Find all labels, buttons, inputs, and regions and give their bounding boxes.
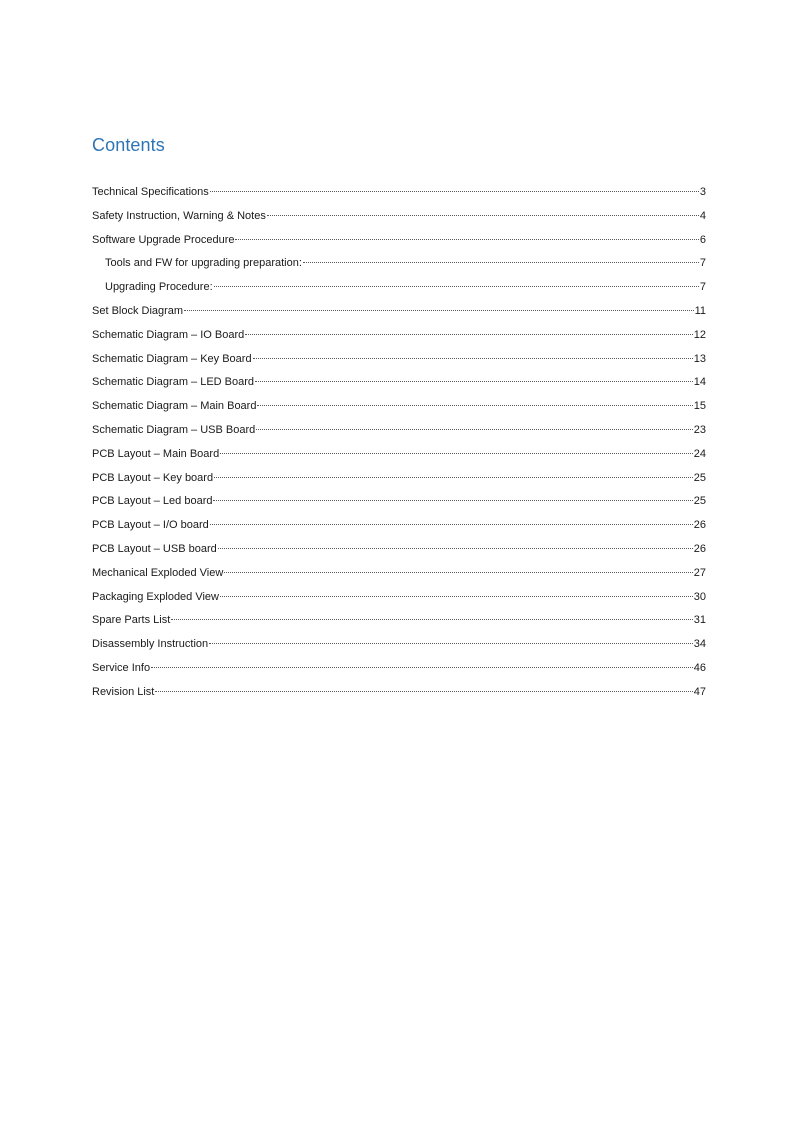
toc-entry-title[interactable]: Schematic Diagram – LED Board [92, 376, 255, 389]
toc-entry-page-number[interactable]: 14 [693, 376, 706, 389]
toc-entry-title[interactable]: Packaging Exploded View [92, 590, 219, 603]
toc-dot-leader [255, 381, 693, 382]
toc-entry-page-number[interactable]: 4 [699, 209, 706, 222]
toc-entry-page-number[interactable]: 34 [693, 638, 706, 651]
toc-entry-page-number[interactable]: 12 [693, 328, 706, 341]
toc-entry-page-number[interactable]: 13 [693, 352, 706, 365]
toc-entry[interactable] [92, 255, 706, 279]
toc-entry-page-number[interactable]: 46 [693, 661, 706, 674]
toc-dot-leader [220, 596, 693, 597]
toc-entry[interactable] [92, 493, 706, 517]
toc-dot-leader [303, 262, 699, 263]
toc-entry-title[interactable]: Schematic Diagram – USB Board [92, 423, 256, 436]
toc-entry-title[interactable]: Spare Parts List [92, 614, 171, 627]
toc-entry-title[interactable]: Schematic Diagram – Key Board [92, 352, 252, 365]
toc-entry-title[interactable]: Software Upgrade Procedure [92, 233, 235, 246]
toc-entry[interactable] [92, 351, 706, 375]
toc-dot-leader [220, 453, 693, 454]
toc-dot-leader [253, 358, 693, 359]
toc-entry[interactable] [92, 636, 706, 660]
toc-entry-page-number[interactable]: 31 [693, 614, 706, 627]
table-of-contents [92, 184, 706, 708]
toc-dot-leader [214, 286, 699, 287]
toc-entry-page-number[interactable]: 24 [693, 447, 706, 460]
toc-entry[interactable] [92, 327, 706, 351]
toc-dot-leader [210, 524, 693, 525]
toc-entry[interactable] [92, 446, 706, 470]
toc-dot-leader [171, 619, 692, 620]
toc-dot-leader [267, 215, 699, 216]
toc-entry-title[interactable]: Tools and FW for upgrading preparation: [105, 257, 302, 270]
toc-entry-title[interactable]: Revision List [92, 685, 155, 698]
toc-entry-page-number[interactable]: 7 [699, 281, 706, 294]
toc-entry-page-number[interactable]: 3 [699, 186, 706, 198]
toc-dot-leader [218, 548, 693, 549]
toc-entry[interactable] [92, 422, 706, 446]
toc-entry[interactable] [92, 232, 706, 256]
toc-entry[interactable] [92, 398, 706, 422]
toc-entry-title[interactable]: Technical Specifications [92, 186, 209, 198]
toc-entry-title[interactable]: PCB Layout – I/O board [92, 519, 209, 532]
toc-entry-title[interactable]: Upgrading Procedure: [105, 281, 213, 294]
toc-dot-leader [155, 691, 692, 692]
toc-entry[interactable] [92, 684, 706, 708]
toc-entry-page-number[interactable]: 6 [699, 233, 706, 246]
toc-entry-title[interactable]: PCB Layout – Key board [92, 471, 214, 484]
toc-entry-title[interactable]: Mechanical Exploded View [92, 566, 224, 579]
toc-entry-title[interactable]: Service Info [92, 661, 151, 674]
toc-dot-leader [213, 500, 692, 501]
toc-entry-title[interactable]: PCB Layout – USB board [92, 542, 217, 555]
toc-dot-leader [235, 239, 698, 240]
toc-entry[interactable] [92, 184, 706, 208]
toc-entry[interactable] [92, 303, 706, 327]
toc-entry-title[interactable]: PCB Layout – Main Board [92, 447, 220, 460]
toc-entry-page-number[interactable]: 25 [693, 471, 706, 484]
toc-entry-page-number[interactable]: 30 [693, 590, 706, 603]
toc-dot-leader [184, 310, 693, 311]
toc-entry[interactable] [92, 279, 706, 303]
toc-dot-leader [209, 643, 693, 644]
toc-entry-title[interactable]: PCB Layout – Led board [92, 495, 213, 508]
toc-dot-leader [256, 429, 693, 430]
toc-entry-page-number[interactable]: 23 [693, 423, 706, 436]
toc-entry-page-number[interactable]: 11 [694, 304, 706, 317]
toc-entry[interactable] [92, 208, 706, 232]
toc-entry[interactable] [92, 589, 706, 613]
toc-entry-title[interactable]: Schematic Diagram – IO Board [92, 328, 245, 341]
toc-entry-title[interactable]: Set Block Diagram [92, 304, 184, 317]
toc-entry[interactable] [92, 374, 706, 398]
toc-dot-leader [257, 405, 692, 406]
toc-entry[interactable] [92, 517, 706, 541]
toc-dot-leader [224, 572, 692, 573]
toc-entry-page-number[interactable]: 15 [693, 400, 706, 413]
toc-dot-leader [245, 334, 693, 335]
toc-entry[interactable] [92, 470, 706, 494]
toc-entry-page-number[interactable]: 25 [693, 495, 706, 508]
toc-entry[interactable] [92, 660, 706, 684]
toc-entry-page-number[interactable]: 26 [693, 542, 706, 555]
toc-dot-leader [151, 667, 693, 668]
toc-entry-page-number[interactable]: 7 [699, 257, 706, 270]
toc-dot-leader [214, 477, 693, 478]
toc-entry-page-number[interactable]: 47 [693, 685, 706, 698]
toc-entry-title[interactable]: Disassembly Instruction [92, 638, 209, 651]
toc-entry-title[interactable]: Schematic Diagram – Main Board [92, 400, 257, 413]
toc-entry-page-number[interactable]: 27 [693, 566, 706, 579]
toc-entry[interactable] [92, 612, 706, 636]
toc-entry-page-number[interactable]: 26 [693, 519, 706, 532]
toc-entry-title[interactable]: Safety Instruction, Warning & Notes [92, 209, 266, 222]
toc-entry[interactable] [92, 565, 706, 589]
toc-entry[interactable] [92, 541, 706, 565]
toc-dot-leader [210, 191, 699, 192]
contents-heading: Contents [92, 135, 165, 155]
